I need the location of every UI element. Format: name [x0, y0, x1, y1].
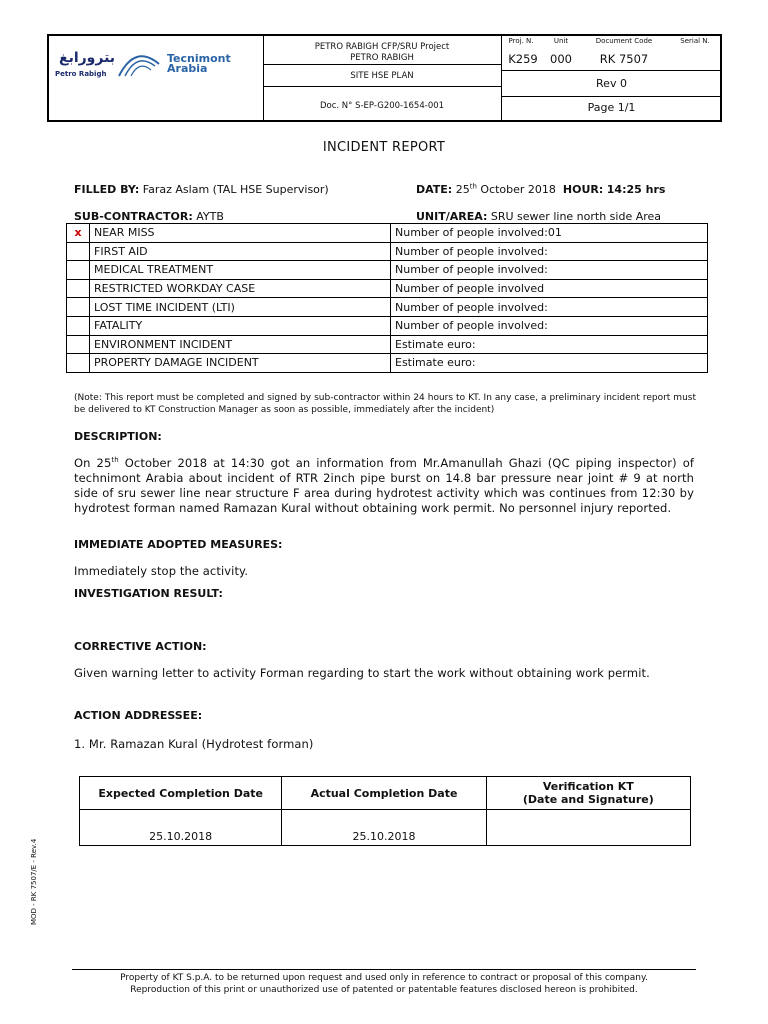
measures-text: Immediately stop the activity.: [74, 564, 249, 578]
addressee-label: ACTION ADDRESSEE:: [74, 709, 203, 722]
incident-row: [67, 242, 708, 261]
incident-checkbox: [67, 298, 90, 317]
incident-detail: Number of people involved:01: [391, 224, 708, 243]
petro-rabigh-logo-text: Petro Rabigh: [55, 70, 107, 78]
document-header: [47, 34, 722, 122]
incident-checkbox: [67, 335, 90, 354]
incident-row: [67, 335, 708, 354]
incident-detail: Estimate euro:: [391, 354, 708, 373]
date-hour: DATE: 25th October 2018 HOUR: 14:25 hrs: [416, 182, 666, 196]
doc-number: Doc. N° S-EP-G200-1654-001: [319, 101, 445, 111]
incident-row: [67, 261, 708, 280]
incident-type: FIRST AID: [90, 242, 391, 261]
page-title: INCIDENT REPORT: [322, 140, 446, 155]
footer-line-2: Reproduction of this print or unauthorized use of patented or patentable features disclosed hereon is prohibited.: [130, 985, 638, 995]
verification-header: Verification KT (Date and Signature): [486, 777, 690, 810]
incident-row: [67, 298, 708, 317]
subcontractor: SUB-CONTRACTOR: AYTB: [74, 210, 224, 223]
form-code-side: MOD - RK 7507/E - Rev.4: [30, 838, 38, 925]
unit-area: UNIT/AREA: SRU sewer line north side Area: [416, 210, 662, 223]
corrective-label: CORRECTIVE ACTION:: [74, 640, 207, 653]
incident-checkbox: [67, 279, 90, 298]
incident-checkbox: [67, 316, 90, 335]
measures-label: IMMEDIATE ADOPTED MEASURES:: [74, 538, 283, 551]
expected-date-header: Expected Completion Date: [80, 777, 282, 810]
incident-detail: Number of people involved:: [391, 261, 708, 280]
project-title: PETRO RABIGH CFP/SRU Project PETRO RABIGH: [314, 42, 450, 63]
addressee-text: 1. Mr. Ramazan Kural (Hydrotest forman): [74, 737, 314, 751]
incident-detail: Number of people involved:: [391, 242, 708, 261]
doccode-value: RK 7507: [599, 52, 649, 66]
unit-col-label: Unit: [553, 37, 569, 45]
incident-row: [67, 316, 708, 335]
page-number: Page 1/1: [587, 101, 636, 114]
incident-type: RESTRICTED WORKDAY CASE: [90, 279, 391, 298]
revision: Rev 0: [596, 77, 627, 90]
incident-row: [67, 279, 708, 298]
proj-col-label: Proj. N.: [508, 37, 534, 45]
description-label: DESCRIPTION:: [74, 430, 162, 443]
incident-detail: Number of people involved:: [391, 298, 708, 317]
tecnimont-arabia-logo-text: Tecnimont Arabia: [167, 52, 231, 75]
incident-type: NEAR MISS: [90, 224, 391, 243]
incident-type: PROPERTY DAMAGE INCIDENT: [90, 354, 391, 373]
expected-date-value: 25.10.2018: [80, 810, 282, 846]
incident-checkbox: x: [67, 224, 90, 243]
investigation-label: INVESTIGATION RESULT:: [74, 587, 223, 600]
incident-type-table: [66, 223, 708, 373]
incident-type: ENVIRONMENT INCIDENT: [90, 335, 391, 354]
incident-checkbox: [67, 261, 90, 280]
completion-table: [79, 776, 691, 846]
incident-detail: Number of people involved: [391, 279, 708, 298]
incident-checkbox: [67, 242, 90, 261]
petro-rabigh-logo-arabic: بترورابغ: [59, 50, 116, 66]
tecnimont-arch-icon: [115, 48, 167, 78]
incident-detail: Estimate euro:: [391, 335, 708, 354]
note-text: (Note: This report must be completed and signed by sub-contractor within 24 hours to KT. In any case, a preliminary incident report must be delivered to KT Construction Manager as soon as possible, immediately after the incident): [74, 393, 696, 415]
incident-checkbox: [67, 354, 90, 373]
actual-date-value: 25.10.2018: [282, 810, 486, 846]
serial-col-label: Serial N.: [680, 37, 710, 45]
actual-date-header: Actual Completion Date: [282, 777, 486, 810]
doccode-col-label: Document Code: [595, 37, 653, 45]
incident-type: LOST TIME INCIDENT (LTI): [90, 298, 391, 317]
incident-detail: Number of people involved:: [391, 316, 708, 335]
footer-line-1: Property of KT S.p.A. to be returned upon request and used only in reference to contract or proposal of this company.: [120, 973, 648, 983]
unit-value: 000: [550, 52, 572, 66]
plan-title: SITE HSE PLAN: [350, 71, 414, 81]
description-text: On 25th October 2018 at 14:30 got an information from Mr.Amanullah Ghazi (QC piping inspector) of technimont Arabia about incident of RTR 2inch pipe burst on 14.8 bar pressure near joint # 9 at north side of sru sewer line near structure F area during hydrotest activity which was continues from 12:30 by hydrotest forman named Ramazan Kural without obtaining work permit. No personnel injury reported.: [74, 456, 694, 515]
footer-divider: [72, 969, 696, 970]
incident-row: [67, 224, 708, 243]
incident-type: MEDICAL TREATMENT: [90, 261, 391, 280]
corrective-text: Given warning letter to activity Forman regarding to start the work without obtaining work permit.: [74, 666, 650, 680]
filled-by: FILLED BY: Faraz Aslam (TAL HSE Supervisor): [74, 183, 329, 196]
incident-type: FATALITY: [90, 316, 391, 335]
verification-value: [486, 810, 690, 846]
proj-value: K259: [508, 52, 538, 66]
incident-row: [67, 354, 708, 373]
